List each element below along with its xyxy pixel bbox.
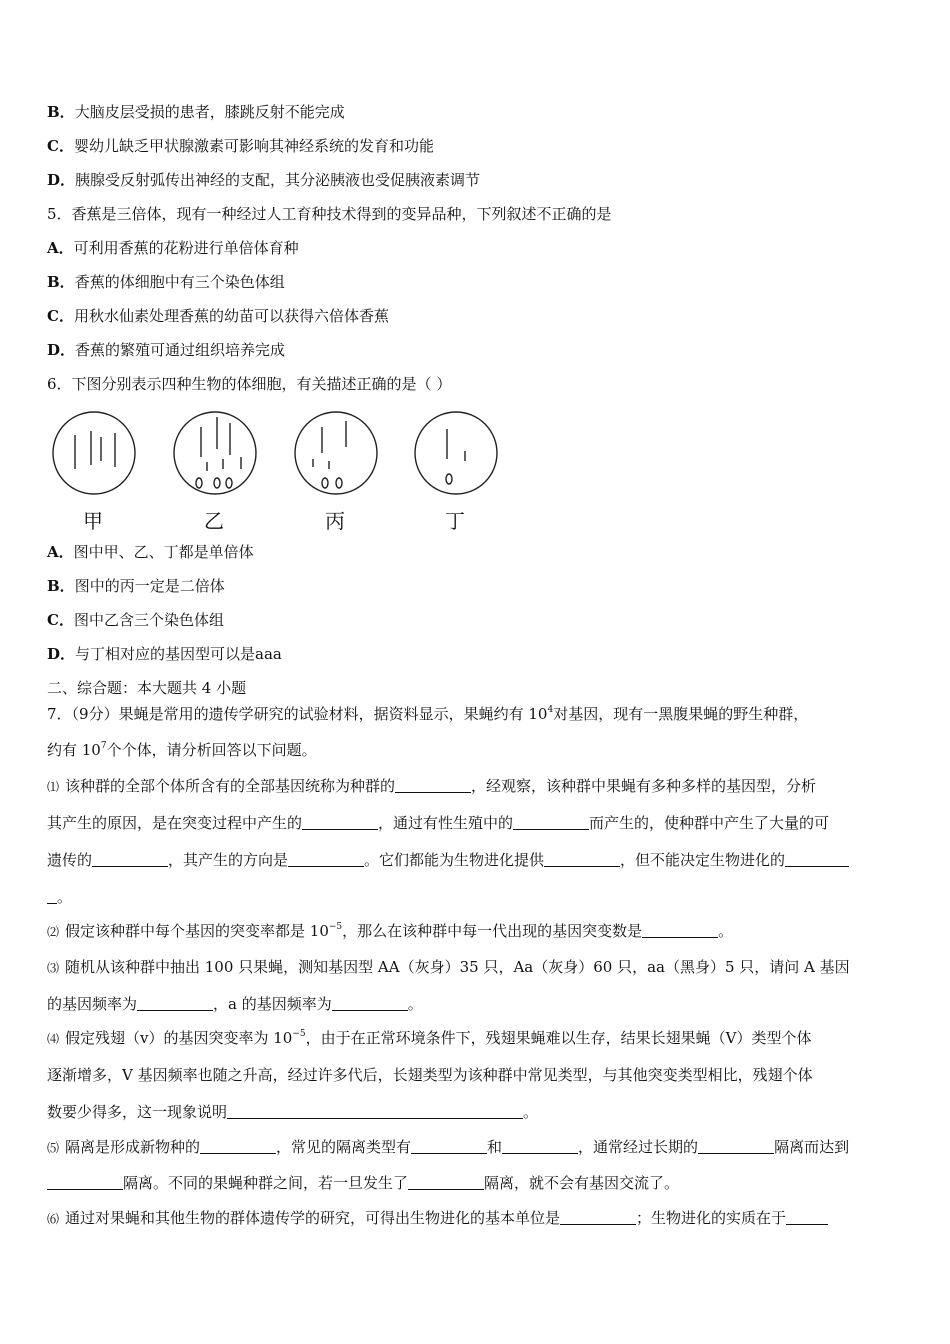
answer-blank[interactable]: [395, 777, 471, 793]
answer-blank[interactable]: [288, 851, 364, 867]
q7-part3-line1: ⑶ 随机从该种群中抽出 100 只果蝇，测知基因型 AA（灰身）35 只，Aa（灰身）60 只，aa（黑身）5 只，请问 A 基因: [47, 958, 850, 976]
chromosome: [196, 478, 202, 488]
answer-blank[interactable]: [227, 1103, 523, 1119]
answer-blank[interactable]: [47, 888, 57, 904]
q5-option-d: D．香蕉的繁殖可通过组织培养完成: [47, 341, 286, 359]
answer-blank[interactable]: [513, 814, 589, 830]
answer-blank[interactable]: [137, 995, 213, 1011]
q7-part4-line2: 逐渐增多，V 基因频率也随之升高，经过许多代后，长翅类型为该种群中常见类型，与其他突变类型相比，残翅个体: [47, 1066, 813, 1084]
chromosome: [214, 478, 220, 488]
chromosome: [322, 478, 328, 488]
answer-blank[interactable]: [502, 1138, 578, 1154]
answer-blank[interactable]: [408, 1174, 484, 1190]
answer-blank[interactable]: [411, 1138, 487, 1154]
q4-option-d: D．胰腺受反射弧传出神经的支配，其分泌胰液也受促胰液素调节: [47, 171, 481, 189]
q5-stem: 5．香蕉是三倍体，现有一种经过人工育种技术得到的变异品种，下列叙述不正确的是: [47, 205, 612, 223]
figure-label-bing: 丙: [325, 509, 345, 533]
chromosome: [226, 478, 232, 488]
answer-blank[interactable]: [92, 851, 168, 867]
q7-part1-line1: ⑴ 该种群的全部个体所含有的全部基因统称为种群的 ，经观察，该种群中果蝇有多种多样的基因型，分析: [47, 777, 817, 795]
cell-yi: [174, 412, 256, 494]
chromosome: [336, 478, 342, 488]
q6-option-d: D．与丁相对应的基因型可以是aaa: [47, 645, 282, 663]
answer-blank[interactable]: [560, 1209, 636, 1225]
q6-option-a: A．图中甲、乙、丁都是单倍体: [47, 543, 254, 561]
answer-blank[interactable]: [785, 851, 849, 867]
chromosome: [446, 474, 452, 484]
cell-diagram-figure: [47, 405, 517, 533]
q7-part2: ⑵ 假定该种群中每个基因的突变率都是 $10^{-5}$，那么在该种群中每一代出现的基因突变数是 。: [47, 922, 734, 940]
q7-part1-line2: 其产生的原因，是在突变过程中产生的 ，通过有性生殖中的 而产生的，使种群中产生了大量的可: [47, 814, 830, 832]
answer-blank[interactable]: [200, 1138, 276, 1154]
q7-part5-line1: ⑸ 隔离是形成新物种的 ，常见的隔离类型有 和 ，通常经过长期的 隔离而达到: [47, 1138, 850, 1156]
q6-stem: 6．下图分别表示四种生物的体细胞，有关描述正确的是（ ）: [47, 375, 452, 393]
q6-option-c: C．图中乙含三个染色体组: [47, 611, 224, 629]
section-title: 二、综合题：本大题共 4 小题: [47, 679, 247, 697]
figure-label-yi: 乙: [204, 509, 224, 533]
q6-option-b: B．图中的丙一定是二倍体: [47, 577, 225, 595]
cell-ding: [415, 412, 497, 494]
answer-blank[interactable]: [47, 1174, 123, 1190]
q7-part1-line4: 。: [47, 887, 906, 907]
answer-blank[interactable]: [642, 922, 718, 938]
q4-option-c: C．婴幼儿缺乏甲状腺激素可影响其神经系统的发育和功能: [47, 137, 434, 155]
q7-part6-line1: ⑹ 通过对果蝇和其他生物的群体遗传学的研究，可得出生物进化的基本单位是 ；生物进化的实质在于: [47, 1208, 906, 1229]
q7-part4-line3: 数要少得多，这一现象说明 。: [47, 1103, 539, 1121]
q5-option-c: C．用秋水仙素处理香蕉的幼苗可以获得六倍体香蕉: [47, 307, 389, 325]
cell-diagram-svg: [47, 405, 517, 505]
q4-option-b: B．大脑皮层受损的患者，膝跳反射不能完成: [47, 103, 345, 121]
figure-label-ding: 丁: [445, 509, 465, 533]
q7-intro-line2: 约有 $10^7$个个体，请分析回答以下问题。: [47, 741, 317, 759]
q7-part3-line2: 的基因频率为 ，a 的基因频率为 。: [47, 995, 423, 1013]
q7-intro-line1: 7．（9分）果蝇是常用的遗传学研究的试验材料，据资料显示，果蝇约有 $10^4$对基因，现有一黑腹果蝇的野生种群，: [47, 705, 809, 723]
q5-option-a: A．可利用香蕉的花粉进行单倍体育种: [47, 239, 299, 257]
figure-label-jia: 甲: [83, 509, 103, 533]
q5-option-b: B．香蕉的体细胞中有三个染色体组: [47, 273, 285, 291]
q7-part4-line1: ⑷ 假定残翅（v）的基因突变率为 $10^{-5}$，由于在正常环境条件下，残翅果蝇难以生存，结果长翅果蝇（V）类型个体: [47, 1029, 812, 1047]
answer-blank[interactable]: [544, 851, 620, 867]
answer-blank[interactable]: [302, 814, 378, 830]
answer-blank[interactable]: [698, 1138, 774, 1154]
q7-part5-line2: 隔离。不同的果蝇种群之间，若一旦发生了 隔离，就不会有基因交流了。: [47, 1173, 906, 1193]
answer-blank[interactable]: [332, 995, 408, 1011]
q7-part1-line3: 遗传的 ，其产生的方向是 。它们都能为生物进化提供 ，但不能决定生物进化的: [47, 850, 906, 870]
answer-blank[interactable]: [786, 1209, 828, 1225]
cell-jia: [53, 412, 135, 494]
